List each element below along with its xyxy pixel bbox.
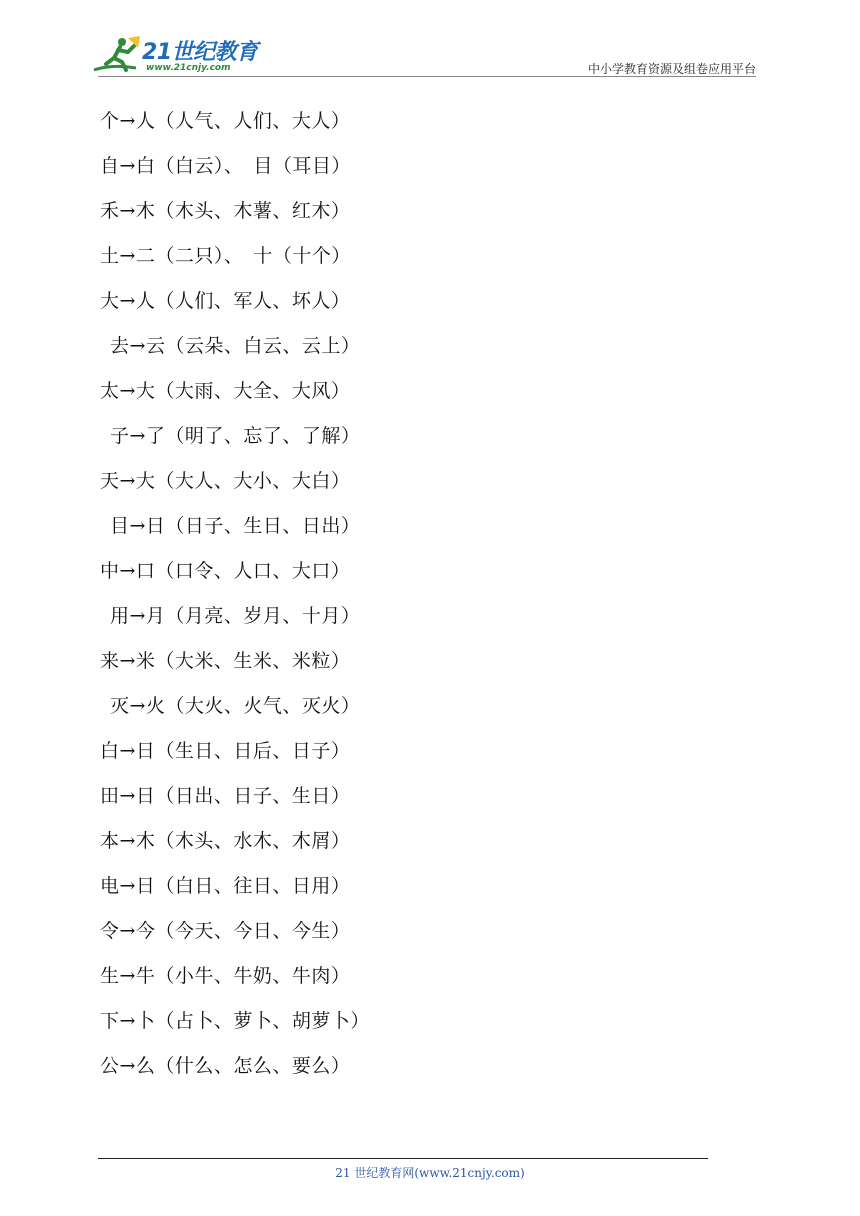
list-item: 田→日（日出、日子、生日）	[100, 785, 351, 807]
list-item: 中→口（口令、人口、大口）	[100, 560, 351, 582]
list-item: 生→牛（小牛、牛奶、牛肉）	[100, 965, 351, 987]
list-item: 来→米（大米、生米、米粒）	[100, 650, 351, 672]
list-item: 公→么（什么、怎么、要么）	[100, 1055, 351, 1077]
list-item: 白→日（生日、日后、日子）	[100, 740, 351, 762]
list-item: 电→日（白日、往日、日用）	[100, 875, 351, 897]
list-item: 大→人（人们、军人、坏人）	[100, 290, 351, 312]
platform-title: 中小学教育资源及组卷应用平台	[587, 62, 756, 76]
list-item: 个→人（人气、人们、大人）	[100, 110, 351, 132]
page-header	[0, 0, 860, 80]
list-item: 土→二（二只）、 十（十个）	[100, 245, 351, 267]
list-item: 太→大（大雨、大全、大风）	[100, 380, 351, 402]
list-item: 去→云（云朵、白云、云上）	[110, 335, 361, 357]
page-footer: 21 世纪教育网(www.21cnjy.com)	[335, 1166, 525, 1180]
logo-url: www.21cnjy.com	[146, 63, 231, 73]
list-item: 灭→火（大火、火气、灭火）	[110, 695, 361, 717]
list-item: 自→白（白云）、 目（耳目）	[100, 155, 351, 177]
list-item: 本→木（木头、水木、木屑）	[100, 830, 351, 852]
list-item: 下→卜（占卜、萝卜、胡萝卜）	[100, 1010, 370, 1032]
runner-logo-icon	[92, 34, 148, 76]
list-item: 禾→木（木头、木薯、红木）	[100, 200, 351, 222]
list-item: 天→大（大人、大小、大白）	[100, 470, 351, 492]
list-item: 令→今（今天、今日、今生）	[100, 920, 351, 942]
list-item: 子→了（明了、忘了、了解）	[110, 425, 361, 447]
logo-text: 21世纪教育	[142, 40, 258, 65]
list-item: 目→日（日子、生日、日出）	[110, 515, 361, 537]
list-item: 用→月（月亮、岁月、十月）	[110, 605, 361, 627]
site-logo	[92, 34, 262, 78]
header-divider	[98, 76, 756, 77]
footer-divider	[98, 1158, 708, 1159]
